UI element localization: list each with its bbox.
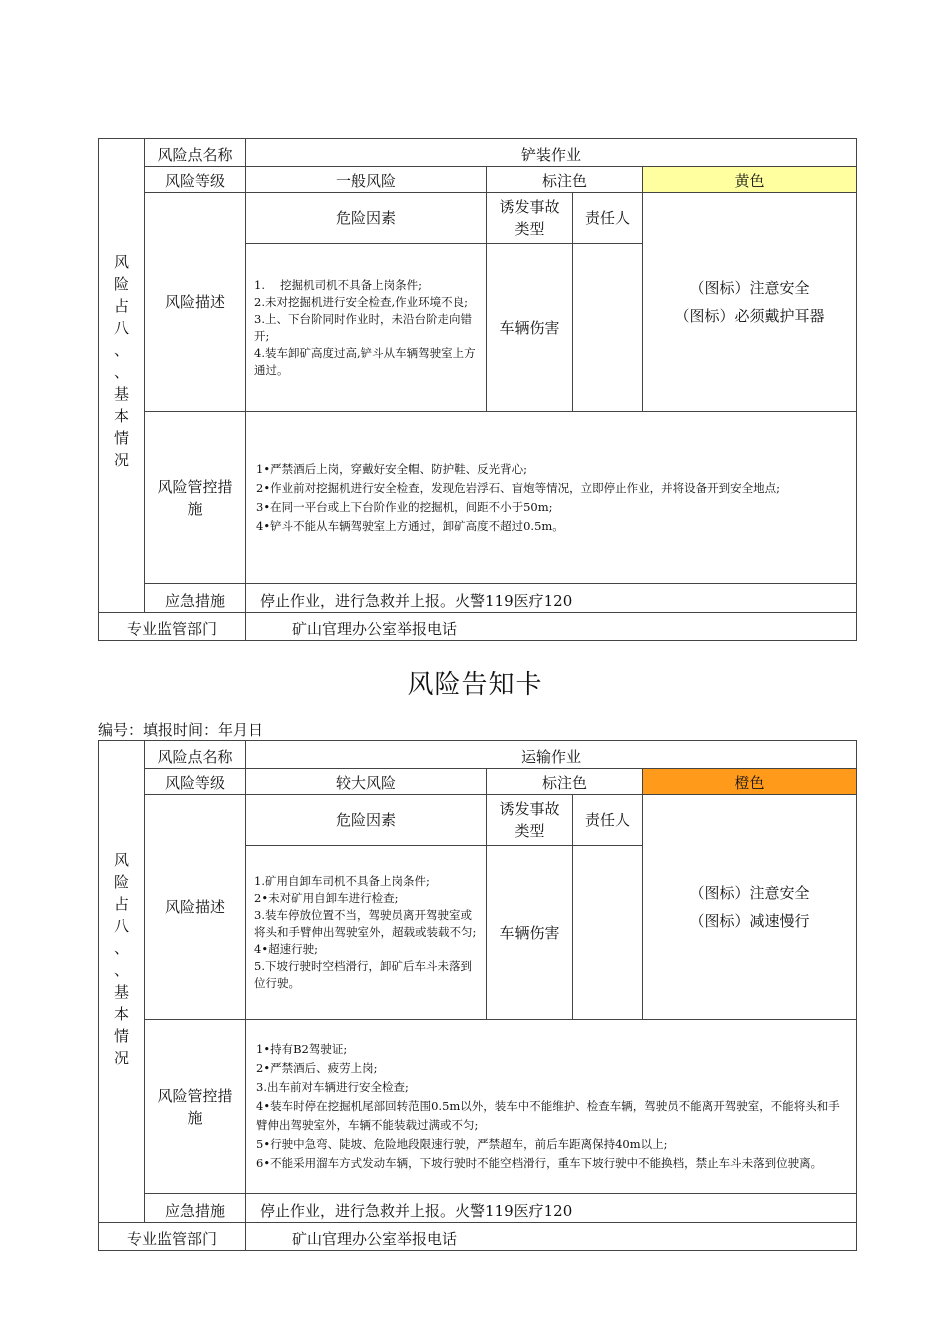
responsible-header: 责任人 [573,795,643,846]
hazard-header: 危险因素 [246,795,487,846]
dept-label: 专业监管部门 [99,613,246,641]
risk-point-value: 运输作业 [246,741,857,769]
risk-point-label: 风险点名称 [145,741,246,769]
risk-control-list: 1•持有B2驾驶证; 2•严禁酒后、疲劳上岗; 3.出车前对车辆进行安全检查; 4•装车时停在挖掘机尾部回转范围0.5m以外，装车中不能维护、检查车辆，驾驶员不能离开驾驶室，不能将头和手臂伸出驾驶室外，车辆不能装载过满或不匀; 5•行驶中急弯、陡坡、危险地段限速行驶，严禁超车，前后车距离保持40m以上; 6•不能采用溜车方式发动车辆，下坡行驶时不能空档滑行，重车下坡行驶中不能换档，禁止车斗未落到位驶离。 [246,1020,857,1194]
risk-desc-list: 1.矿用自卸车司机不具备上岗条件; 2•未对矿用自卸车进行检查; 3.装车停放位置不当，驾驶员离开驾驶室或将头和手臂伸出驾驶室外，超载或装载不匀; 4•超速行驶; 5.下坡行驶时空档滑行，卸矿后车斗未落到位行驶。 [246,846,487,1020]
emergency-value: 停止作业，进行急救并上报。火警119医疗120 [246,1194,857,1223]
responsible-value [573,846,643,1020]
risk-level-label: 风险等级 [145,769,246,795]
side-label: 风 险 占 八 、 、 基 本 情 况 [99,139,145,613]
risk-desc-label: 风险描述 [145,193,246,412]
accident-type-header: 诱发事故类型 [487,795,573,846]
warning-signs [643,193,857,412]
sign-text: （图标）必须戴护耳器 [674,307,825,325]
mark-color-value: 黄色 [643,167,857,193]
accident-type-header: 诱发事故类型 [487,193,573,244]
dept-value: 矿山官理办公室举报电话 [246,1223,857,1251]
dept-value: 矿山官理办公室举报电话 [246,613,857,641]
accident-type-value: 车辆伤害 [487,846,573,1020]
risk-control-label: 风险管控措施 [145,412,246,584]
risk-point-label: 风险点名称 [145,139,246,167]
page-title: 风险告知卡 [407,670,543,700]
risk-level-value: 较大风险 [246,769,487,795]
risk-desc-list: 1. 挖掘机司机不具备上岗条件; 2.未对挖掘机进行安全检查,作业环境不良; 3.上、下台阶同时作业时，未沿台阶走向错开; 4.装车卸矿高度过高,铲斗从车辆驾驶室上方通过。 [246,244,487,412]
sign-text: （图标）减速慢行 [689,912,810,930]
side-label: 风 险 占 八 、 、 基 本 情 况 [99,741,145,1223]
risk-level-label: 风险等级 [145,167,246,193]
risk-point-value: 铲装作业 [246,139,857,167]
sign-text: （图标）注意安全 [689,884,810,902]
emergency-label: 应急措施 [145,584,246,613]
risk-level-value: 一般风险 [246,167,487,193]
risk-table [98,740,857,1251]
risk-table [98,138,857,641]
emergency-label: 应急措施 [145,1194,246,1223]
mark-color-label: 标注色 [487,769,643,795]
form-meta: 编号：填报时间：年月日 [98,721,264,739]
risk-control-label: 风险管控措施 [145,1020,246,1194]
dept-label: 专业监管部门 [99,1223,246,1251]
risk-desc-label: 风险描述 [145,795,246,1020]
risk-control-list: 1•严禁酒后上岗，穿戴好安全帽、防护鞋、反光背心; 2•作业前对挖掘机进行安全检查，发现危岩浮石、盲炮等情况，立即停止作业，并将设备开到安全地点; 3•在同一平台或上下台阶作业的挖掘机，间距不小于50m; 4•铲斗不能从车辆驾驶室上方通过，卸矿高度不超过0.5m。 [246,412,857,584]
risk-card-1 [98,138,856,641]
mark-color-label: 标注色 [487,167,643,193]
responsible-value [573,244,643,412]
responsible-header: 责任人 [573,193,643,244]
accident-type-value: 车辆伤害 [487,244,573,412]
mark-color-value: 橙色 [643,769,857,795]
risk-card-2 [98,740,856,1251]
hazard-header: 危险因素 [246,193,487,244]
emergency-value: 停止作业，进行急救并上报。火警119医疗120 [246,584,857,613]
warning-signs [643,795,857,1020]
sign-text: （图标）注意安全 [689,279,810,297]
